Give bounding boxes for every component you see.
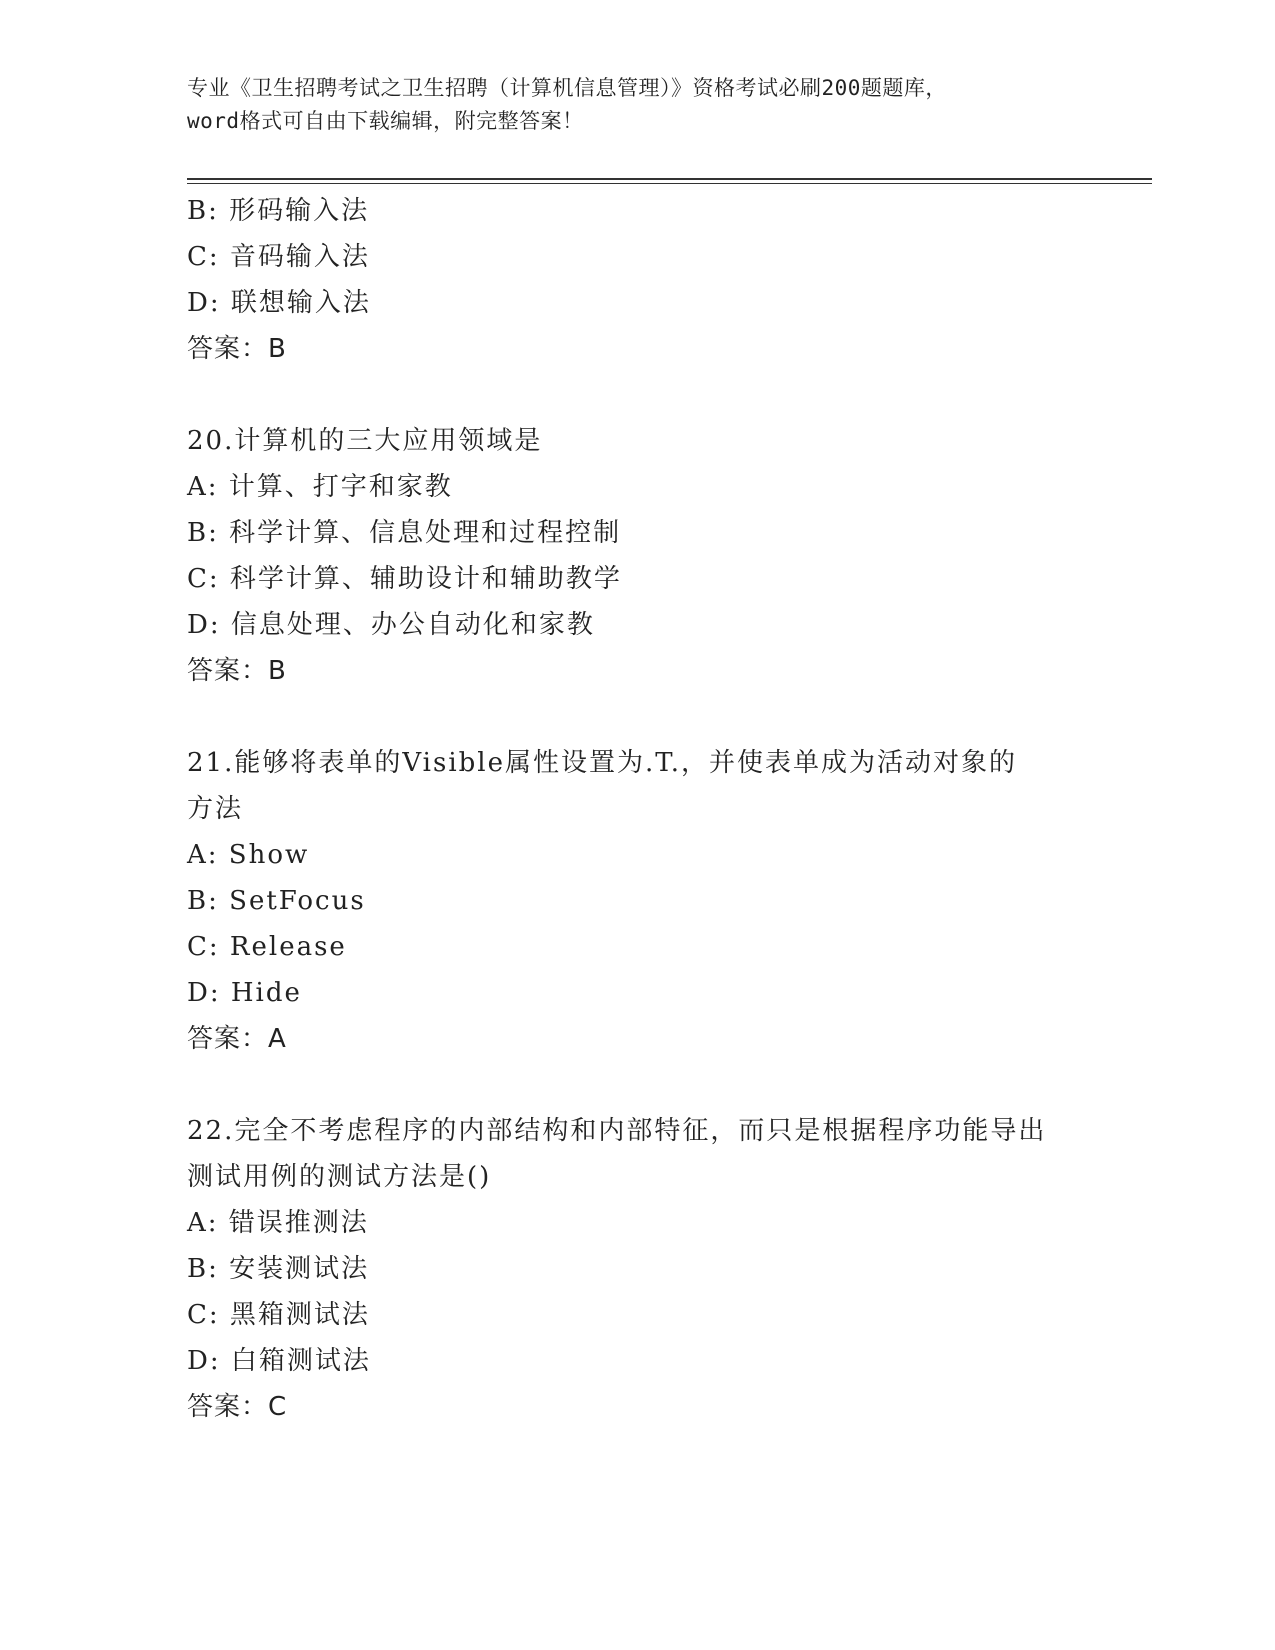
option-a: A: 计算、打字和家教 [187,472,453,502]
question-title-line-1: 21.能够将表单的Visible属性设置为.T.，并使表单成为活动对象的 [187,748,1018,778]
option-d: D: 白箱测试法 [187,1346,371,1376]
option-b: B: SetFocus [187,886,366,916]
option-a: A: 错误推测法 [187,1208,369,1238]
question-21 [187,740,1087,1062]
header-divider-thick [187,178,1152,180]
option-a: A: Show [187,840,310,870]
answer-line: 答案：B [187,334,287,364]
spacer [187,694,1087,740]
option-d: D: Hide [187,978,302,1008]
header-divider-thin [187,183,1152,184]
question-title-line-1: 22.完全不考虑程序的内部结构和内部特征，而只是根据程序功能导出 [187,1116,1047,1146]
question-title [187,740,1087,832]
option-d: D: 联想输入法 [187,288,371,318]
question-title-line-2: 方法 [187,794,244,824]
question-title-line-2: 测试用例的测试方法是() [187,1162,492,1192]
option-b: B: 安装测试法 [187,1254,370,1284]
question-22 [187,1108,1087,1430]
header-title-line-1: 专业《卫生招聘考试之卫生招聘（计算机信息管理）》资格考试必刷200题题库， [187,76,947,100]
question-19 [187,188,1087,372]
header-title-line-2: word格式可自由下载编辑，附完整答案！ [187,109,584,133]
option-d: D: 信息处理、办公自动化和家教 [187,610,595,640]
question-list [187,188,1087,1430]
question-title [187,1108,1087,1200]
question-20 [187,418,1087,694]
document-header [187,72,1087,138]
option-b: B: 形码输入法 [187,196,370,226]
spacer [187,1062,1087,1108]
spacer [187,372,1087,418]
question-title: 20.计算机的三大应用领域是 [187,426,543,456]
answer-line: 答案：C [187,1392,288,1422]
option-b: B: 科学计算、信息处理和过程控制 [187,518,622,548]
option-c: C: 黑箱测试法 [187,1300,370,1330]
option-c: C: 科学计算、辅助设计和辅助教学 [187,564,622,594]
option-c: C: 音码输入法 [187,242,370,272]
answer-line: 答案：A [187,1024,287,1054]
answer-line: 答案：B [187,656,287,686]
option-c: C: Release [187,932,347,962]
